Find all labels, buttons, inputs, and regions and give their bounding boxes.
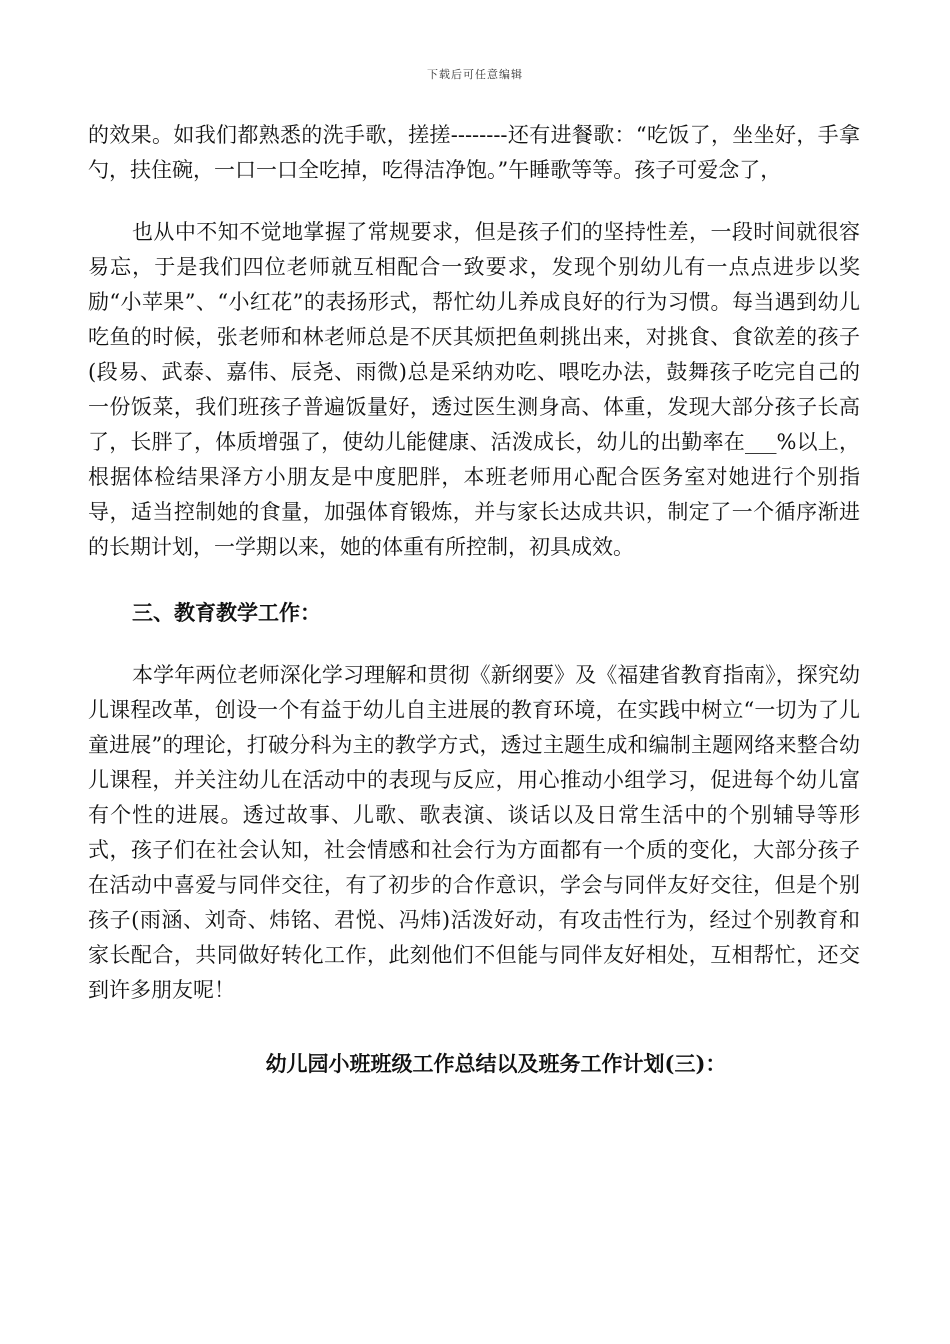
document-body bbox=[88, 118, 860, 1081]
paragraph-teaching-work: 本学年两位老师深化学习理解和贯彻《新纲要》及《福建省教育指南》，探究幼儿课程改革，创设一个有益于幼儿自主进展的教育环境，在实践中树立“一切为了儿童进展”的理论，打破分科为主的教学方式，透过主题生成和编制主题网络来整合幼儿课程，并关注幼儿在活动中的表现与反应，用心推动小组学习，促进每个幼儿富有个性的进展。透过故事、儿歌、歌表演、谈话以及日常生活中的个别辅导等形式，孩子们在社会认知，社会情感和社会行为方面都有一个质的变化，大部分孩子在活动中喜爱与同伴交往，有了初步的合作意识，学会与同伴友好交往，但是个别孩子(雨涵、刘奇、炜铭、君悦、冯炜)活泼好动，有攻击性行为，经过个别教育和家长配合，共同做好转化工作，此刻他们不但能与同伴友好相处，互相帮忙，还交到许多朋友呢！ bbox=[88, 663, 860, 1002]
paragraph-daily-care: 也从中不知不觉地掌握了常规要求，但是孩子们的坚持性差，一段时间就很容易忘，于是我们四位老师就互相配合一致要求，发现个别幼儿有一点点进步以奖励“小苹果”、“小红花”的表扬形式，帮忙幼儿养成良好的行为习惯。每当遇到幼儿吃鱼的时候，张老师和林老师总是不厌其烦把鱼刺挑出来，对挑食、食欲差的孩子(段易、武泰、嘉伟、辰尧、雨微)总是采纳劝吃、喂吃办法，鼓舞孩子吃完自己的一份饭菜，我们班孩子普遍饭量好，透过医生测身高、体重，发现大部分孩子长高了，长胖了，体质增强了，使幼儿能健康、活泼成长，幼儿的出勤率在___%以上，根据体检结果泽方小朋友是中度肥胖，本班老师用心配合医务室对她进行个别指导，适当控制她的食量，加强体育锻炼，并与家长达成共识，制定了一个循序渐进的长期计划，一学期以来，她的体重有所控制，初具成效。 bbox=[88, 220, 860, 559]
document-subtitle: 幼儿园小班班级工作总结以及班务工作计划(三)： bbox=[265, 1051, 727, 1076]
section-heading: 三、教育教学工作： bbox=[132, 600, 321, 625]
page-header: 下载后可任意编辑 bbox=[427, 68, 523, 81]
paragraph-continuation: 的效果。如我们都熟悉的洗手歌，搓搓--------还有进餐歌：“吃饭了，坐坐好，手拿勺，扶住碗，一口一口全吃掉，吃得洁净饱。”午睡歌等等。孩子可爱念了， bbox=[88, 123, 860, 182]
